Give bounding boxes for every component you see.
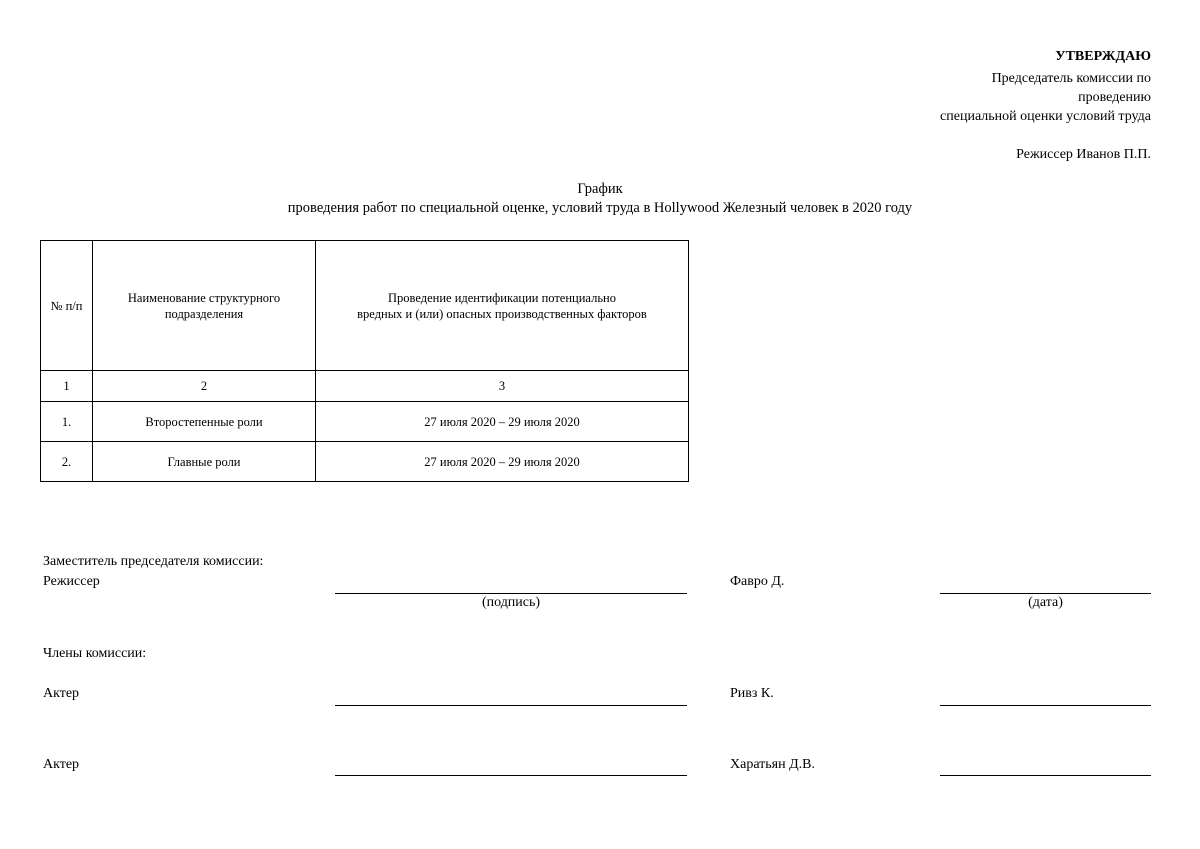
header-col-identification-line-1: Проведение идентификации потенциально <box>388 290 616 305</box>
document-title <box>0 180 1200 218</box>
approval-heading: УТВЕРЖДАЮ <box>1055 49 1151 64</box>
caption-signature: (подпись) <box>481 595 541 610</box>
member-signature-line <box>335 775 687 776</box>
approval-line-2: проведению <box>1078 90 1151 105</box>
caption-date: (дата) <box>1028 595 1063 610</box>
header-col-number: № п/п <box>41 241 93 371</box>
member-signature-line <box>335 705 687 706</box>
row-period: 27 июля 2020 – 29 июля 2020 <box>316 402 689 442</box>
row-number: 2. <box>41 442 93 482</box>
deputy-date-line <box>940 593 1151 594</box>
table-numbering-row <box>41 371 689 402</box>
row-department: Главные роли <box>93 442 316 482</box>
header-col-department <box>93 241 316 371</box>
deputy-role: Режиссер <box>43 574 100 589</box>
deputy-name: Фавро Д. <box>730 574 785 589</box>
row-number: 1. <box>41 402 93 442</box>
member-name: Ривз К. <box>730 686 774 701</box>
header-col-department-line-1: Наименование структурного <box>127 290 281 305</box>
numbering-cell-2: 2 <box>93 371 316 402</box>
title-line-2: проведения работ по специальной оценке, условий труда в Hollywood Железный человек в 2020 году <box>287 200 913 216</box>
approval-block <box>940 47 1151 164</box>
approval-signer: Режиссер Иванов П.П. <box>1016 147 1151 162</box>
table-row <box>41 442 689 482</box>
table-row <box>41 402 689 442</box>
numbering-cell-3: 3 <box>316 371 689 402</box>
approval-line-3: специальной оценки условий труда <box>940 109 1151 124</box>
member-role: Актер <box>43 757 80 772</box>
member-role: Актер <box>43 686 80 701</box>
schedule-table <box>40 240 689 482</box>
header-col-identification-line-2: вредных и (или) опасных производственных факторов <box>357 306 647 321</box>
members-label: Члены комиссии: <box>43 646 147 661</box>
member-date-line <box>940 775 1151 776</box>
deputy-signature-line <box>335 593 687 594</box>
member-name: Харатьян Д.В. <box>730 757 815 772</box>
approval-line-1: Председатель комиссии по <box>991 71 1151 86</box>
member-date-line <box>940 705 1151 706</box>
numbering-cell-1: 1 <box>41 371 93 402</box>
row-period: 27 июля 2020 – 29 июля 2020 <box>316 442 689 482</box>
deputy-label: Заместитель председателя комиссии: <box>43 554 264 569</box>
table-header-row <box>41 241 689 371</box>
row-department: Второстепенные роли <box>93 402 316 442</box>
header-col-identification <box>316 241 689 371</box>
header-col-department-line-2: подразделения <box>164 306 244 321</box>
title-line-1: График <box>577 181 623 197</box>
